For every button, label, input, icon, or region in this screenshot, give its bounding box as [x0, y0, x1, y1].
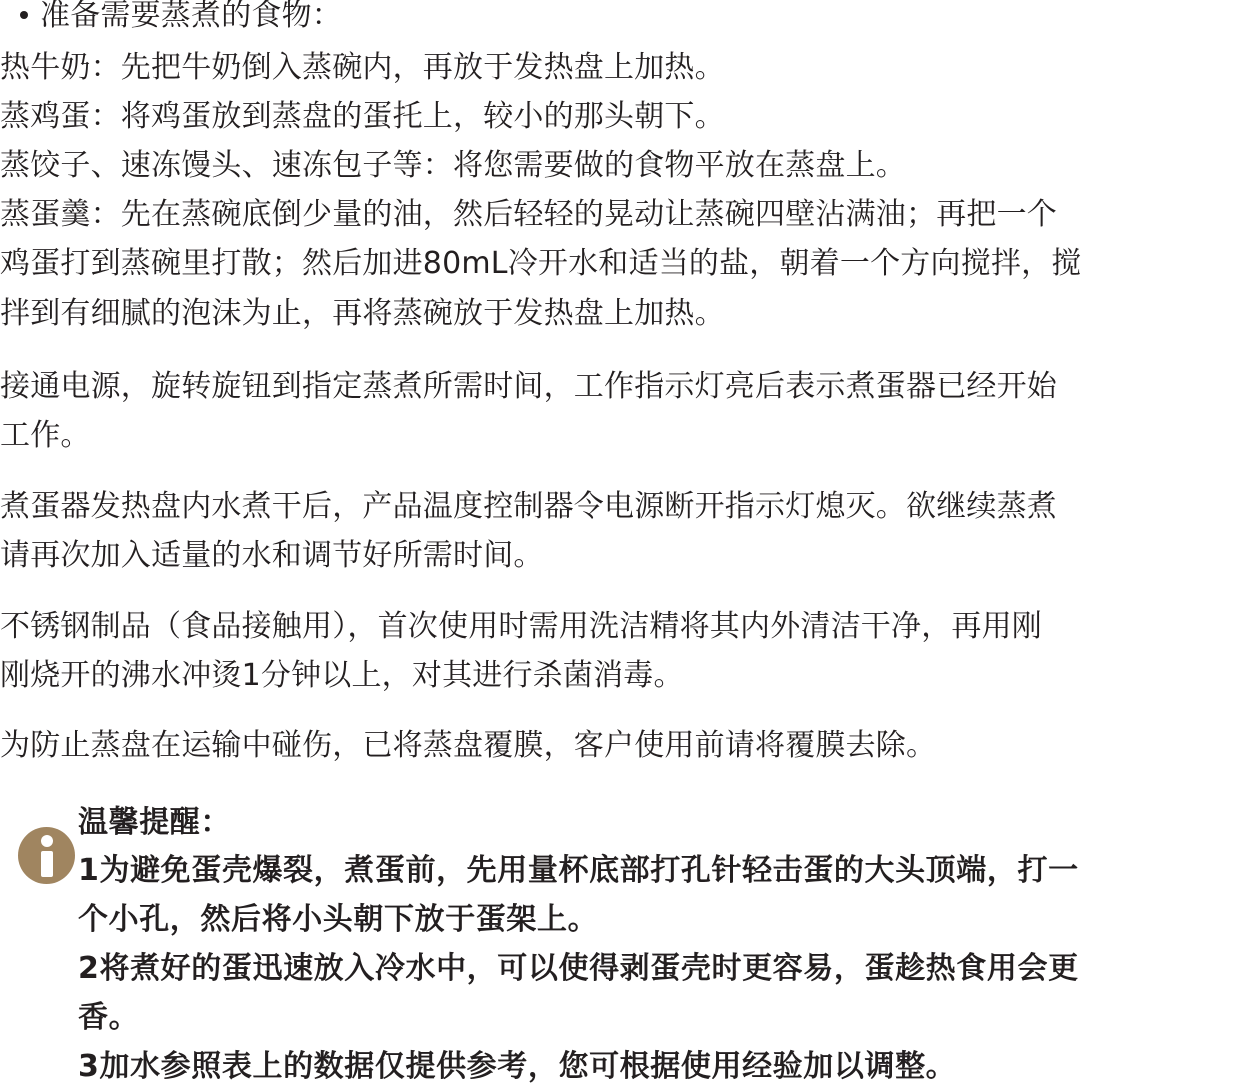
- bullet-dot-icon: [20, 11, 28, 19]
- prep-line: 热牛奶：先把牛奶倒入蒸碗内，再放于发热盘上加热。: [0, 50, 725, 85]
- prep-heading-line: [14, 0, 342, 36]
- paragraph-line: 请再次加入适量的水和调节好所需时间。: [0, 538, 544, 573]
- paragraph-line: 接通电源，旋转旋钮到指定蒸煮所需时间，工作指示灯亮后表示煮蛋器已经开始: [0, 369, 1057, 404]
- prep-line: 鸡蛋打到蒸碗里打散；然后加进80mL冷开水和适当的盐，朝着一个方向搅拌，搅: [0, 246, 1082, 281]
- tip-line: 香。: [78, 1000, 140, 1035]
- prep-line: 蒸饺子、速冻馒头、速冻包子等：将您需要做的食物平放在蒸盘上。: [0, 148, 906, 183]
- tip-line: 3加水参照表上的数据仅提供参考，您可根据使用经验加以调整。: [78, 1049, 957, 1084]
- tips-heading: 温馨提醒：: [78, 805, 231, 840]
- paragraph-line: 刚烧开的沸水冲烫1分钟以上，对其进行杀菌消毒。: [0, 658, 684, 693]
- tip-line: 2将煮好的蛋迅速放入冷水中，可以使得剥蛋壳时更容易，蛋趁热食用会更: [78, 951, 1079, 986]
- prep-line: 拌到有细腻的泡沫为止，再将蒸碗放于发热盘上加热。: [0, 296, 725, 331]
- paragraph-line: 为防止蒸盘在运输中碰伤，已将蒸盘覆膜，客户使用前请将覆膜去除。: [0, 728, 937, 763]
- paragraph-line: 不锈钢制品（食品接触用），首次使用时需用洗洁精将其内外清洁干净，再用刚: [0, 609, 1042, 644]
- paragraph-line: 工作。: [0, 418, 91, 453]
- prep-line: 蒸鸡蛋：将鸡蛋放到蒸盘的蛋托上，较小的那头朝下。: [0, 99, 725, 134]
- prep-heading: 准备需要蒸煮的食物：: [40, 0, 342, 33]
- tip-line: 1为避免蛋壳爆裂，煮蛋前，先用量杯底部打孔针轻击蛋的大头顶端，打一: [78, 853, 1079, 888]
- paragraph-line: 煮蛋器发热盘内水煮干后，产品温度控制器令电源断开指示灯熄灭。欲继续蒸煮: [0, 489, 1057, 524]
- info-icon: [18, 827, 75, 884]
- prep-line: 蒸蛋羹：先在蒸碗底倒少量的油，然后轻轻的晃动让蒸碗四壁沾满油；再把一个: [0, 197, 1057, 232]
- tip-line: 个小孔，然后将小头朝下放于蛋架上。: [78, 902, 599, 937]
